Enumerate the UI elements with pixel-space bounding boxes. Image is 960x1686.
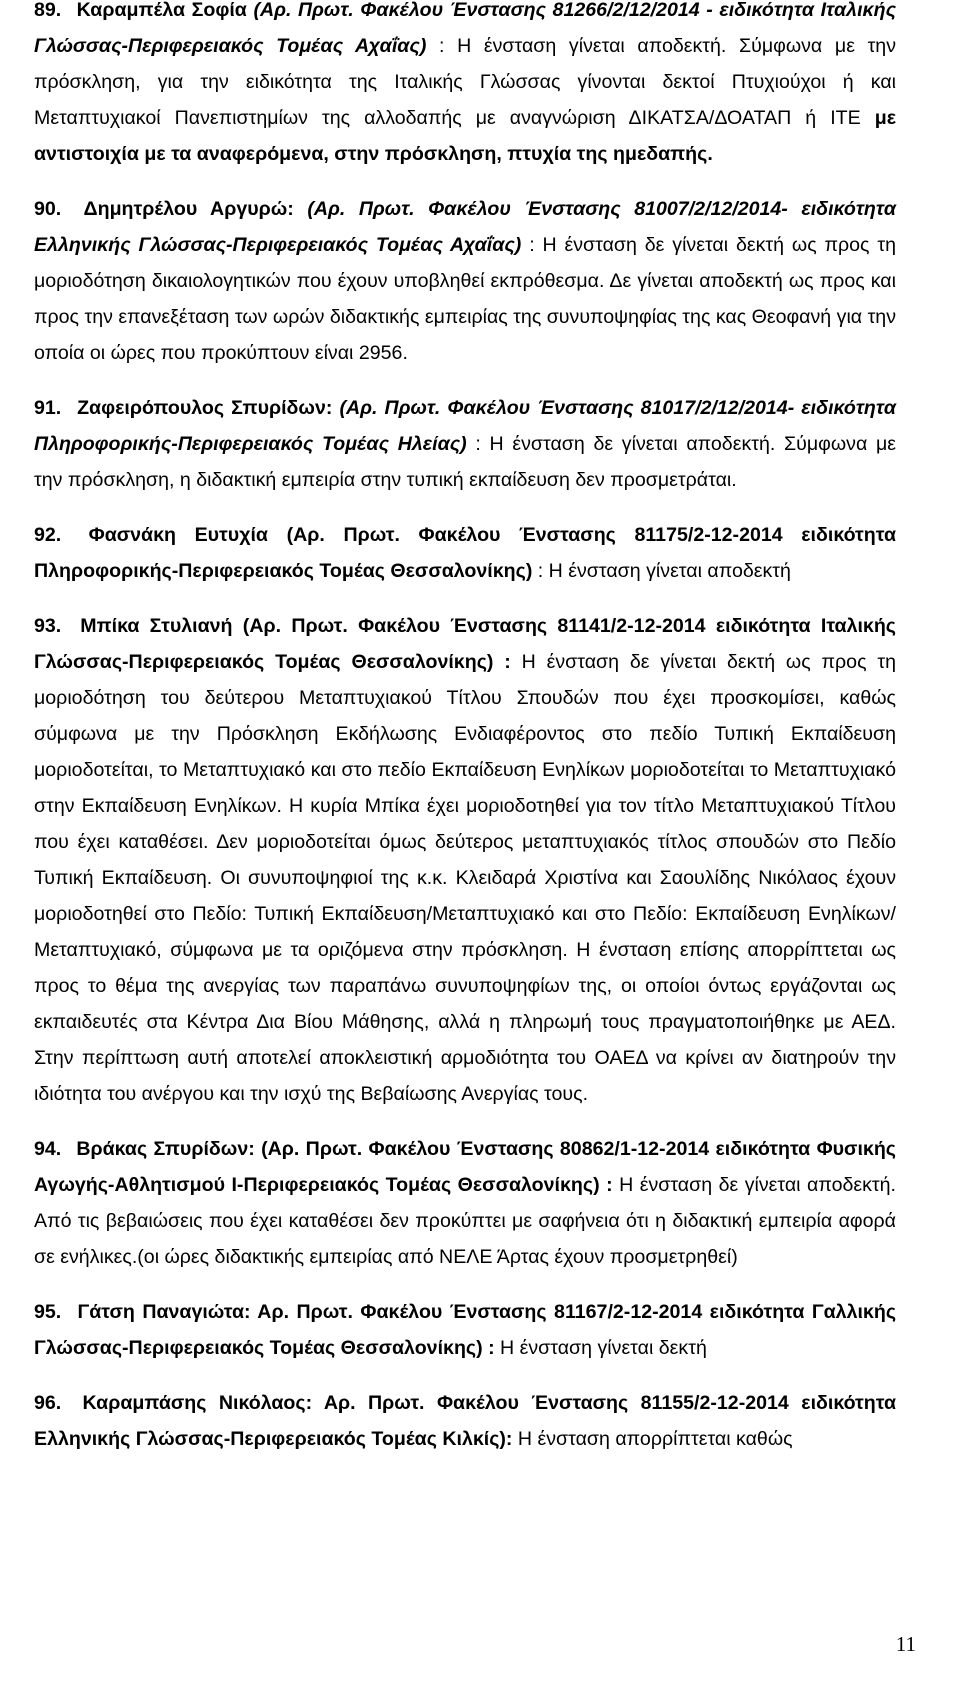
entry-89 — [34, 0, 896, 172]
entry-text: : Η ένσταση γίνεται αποδεκτή — [532, 560, 791, 582]
entry-reference: (Αρ. Πρωτ. Φακέλου Ένστασης 81141/2-12-2014 ειδικότητα Ιταλικής Γλώσσας-Περιφερειακός Τομέας Θεσσαλονίκης) : — [34, 615, 896, 673]
entry-name: Μπίκα Στυλιανή — [80, 615, 233, 637]
entry-number: 89. — [34, 0, 62, 21]
entry-reference: Αρ. Πρωτ. Φακέλου Ένστασης 81167/2-12-2014 ειδικότητα Γαλλικής Γλώσσας-Περιφερειακός Τομέας Θεσσαλονίκης) : — [34, 1301, 897, 1359]
page-number: 11 — [895, 1632, 916, 1656]
entry-reference: (Αρ. Πρωτ. Φακέλου Ένστασης 80862/1-12-2014 ειδικότητα Φυσικής Αγωγής-Αθλητισμού Ι-Περιφερειακός Τομέας Θεσσαλονίκης) : — [34, 1138, 896, 1196]
entry-95 — [34, 1294, 896, 1366]
entry-name: Καραμπέλα Σοφία — [76, 0, 247, 21]
entry-number: 90. — [34, 198, 62, 220]
entry-text: Η ένσταση δε γίνεται δεκτή ως προς τη μοριοδότηση του δεύτερου Μεταπτυχιακού Τίτλου Σπουδών που έχει προσκομίσει, καθώς σύμφωνα με την Πρόσκληση Εκδήλωσης Ενδιαφέροντος στο πεδίο Τυπική Εκπαίδευση μοριοδοτείται, το Μεταπτυχιακό και στο πεδίο Εκπαίδευση Ενηλίκων μοριοδοτείται το Μεταπτυχιακό στην Εκπαίδευση Ενηλίκων. Η κυρία Μπίκα έχει μοριοδοτηθεί για τον τίτλο Μεταπτυχιακού Τίτλου που έχει καταθέσει. Δεν μοριοδοτείται όμως δεύτερος μεταπτυχιακός τίτλος σπουδών στο Πεδίο Τυπική Εκπαίδευση. Οι συνυποψηφιοί της κ.κ. Κλειδαρά Χριστίνα και Σαουλίδης Νικόλαος έχουν μοριοδοτηθεί στο Πεδίο: Τυπική Εκπαίδευση/Μεταπτυχιακό και στο Πεδίο: Εκπαίδευση Ενηλίκων/Μεταπτυχιακό, σύμφωνα με τα οριζόμενα στην πρόσκληση. Η ένσταση επίσης απορρίπτεται ως προς το θέμα της ανεργίας των παραπάνω συνυποψηφίων της, οι οποίοι όντως εργάζονται ως εκπαιδευτές στα Κέντρα Δια Βίου Μάθησης, αλλά η πληρωμή τους πραγματοποιήθηκε με ΑΕΔ. Στην περίπτωση αυτή αποτελεί αποκλειστική αρμοδιότητα του ΟΑΕΔ να κρίνει αν διατηρούν την ιδιότητα του ανέργου και την ισχύ της Βεβαίωσης Ανεργίας τους. — [34, 651, 896, 1105]
entry-text-bold: με αντιστοιχία με τα αναφερόμενα, στην πρόσκληση, πτυχία της ημεδαπής. — [34, 107, 896, 165]
document-page — [34, 0, 896, 1457]
entry-reference: (Αρ. Πρωτ. Φακέλου Ένστασης 81007/2/12/2014- ειδικότητα Ελληνικής Γλώσσας-Περιφερειακός Τομέας Αχαΐας) — [34, 198, 896, 256]
entry-text: : Η ένσταση δε γίνεται δεκτή ως προς τη μοριοδότηση δικαιολογητικών που έχουν υποβληθεί εκπρόθεσμα. Δε γίνεται αποδεκτή ως προς και προς την επανεξέταση των ωρών διδακτικής εμπειρίας της συνυποψηφίας της κας Θεοφανή για την οποία οι ώρες που προκύπτουν είναι 2956. — [34, 234, 897, 364]
entry-90 — [34, 191, 896, 371]
entry-text: : Η ένσταση δε γίνεται αποδεκτή. Σύμφωνα με την πρόσκληση, η διδακτική εμπειρία στην τυπική εκπαίδευση δεν προσμετράται. — [34, 433, 896, 491]
entry-name: Φασνάκη Ευτυχία — [88, 524, 268, 546]
entry-reference: (Αρ. Πρωτ. Φακέλου Ένστασης 81266/2/12/2014 - ειδικότητα Ιταλικής Γλώσσας-Περιφερειακός Τομέας Αχαΐας) — [34, 0, 897, 57]
entry-name: Δημητρέλου Αργυρώ: — [83, 198, 294, 220]
entry-reference: (Αρ. Πρωτ. Φακέλου Ένστασης 81017/2/12/2014- ειδικότητα Πληροφορικής-Περιφερειακός Τομέας Ηλείας) — [34, 397, 896, 455]
entry-text: Η ένσταση απορρίπτεται καθώς — [512, 1428, 793, 1450]
entry-reference: Αρ. Πρωτ. Φακέλου Ένστασης 81155/2-12-2014 ειδικότητα Ελληνικής Γλώσσας-Περιφερειακός Τομέας Κιλκίς): — [34, 1392, 896, 1450]
entry-number: 95. — [34, 1301, 62, 1323]
entry-92 — [34, 517, 896, 589]
entry-reference: (Αρ. Πρωτ. Φακέλου Ένστασης 81175/2-12-2014 ειδικότητα Πληροφορικής-Περιφερειακός Τομέας Θεσσαλονίκης) — [34, 524, 896, 582]
entry-91 — [34, 390, 896, 498]
entry-name: Ζαφειρόπουλος Σπυρίδων: — [77, 397, 333, 419]
entry-name: Γάτση Παναγιώτα: — [77, 1301, 251, 1323]
entry-name: Βράκας Σπυρίδων: — [76, 1138, 255, 1160]
entry-93 — [34, 608, 896, 1112]
entry-number: 93. — [34, 615, 62, 637]
entry-94 — [34, 1131, 896, 1275]
entry-number: 96. — [34, 1392, 62, 1414]
entry-name: Καραμπάσης Νικόλαος: — [82, 1392, 313, 1414]
entry-number: 94. — [34, 1138, 62, 1160]
entry-number: 91. — [34, 397, 62, 419]
entry-text: Η ένσταση γίνεται δεκτή — [494, 1337, 707, 1359]
entry-96 — [34, 1385, 896, 1457]
entry-text: Η ένσταση δε γίνεται αποδεκτή. Από τις βεβαιώσεις που έχει καταθέσει δεν προκύπτει με σαφήνεια ότι η διδακτική εμπειρία αφορά σε ενήλικες.(οι ώρες διδακτικής εμπειρίας από ΝΕΛΕ Άρτας έχουν προσμετρηθεί) — [34, 1174, 896, 1268]
entry-text: : Η ένσταση γίνεται αποδεκτή. Σύμφωνα με την πρόσκληση, για την ειδικότητα της Ιταλικής Γλώσσας γίνονται δεκτοί Πτυχιούχοι ή και Μεταπτυχιακοί Πανεπιστημίων της αλλοδαπής με αναγνώριση ΔΙΚΑΤΣΑ/ΔΟΑΤΑΠ ή ΙΤΕ — [34, 35, 896, 129]
entry-number: 92. — [34, 524, 62, 546]
